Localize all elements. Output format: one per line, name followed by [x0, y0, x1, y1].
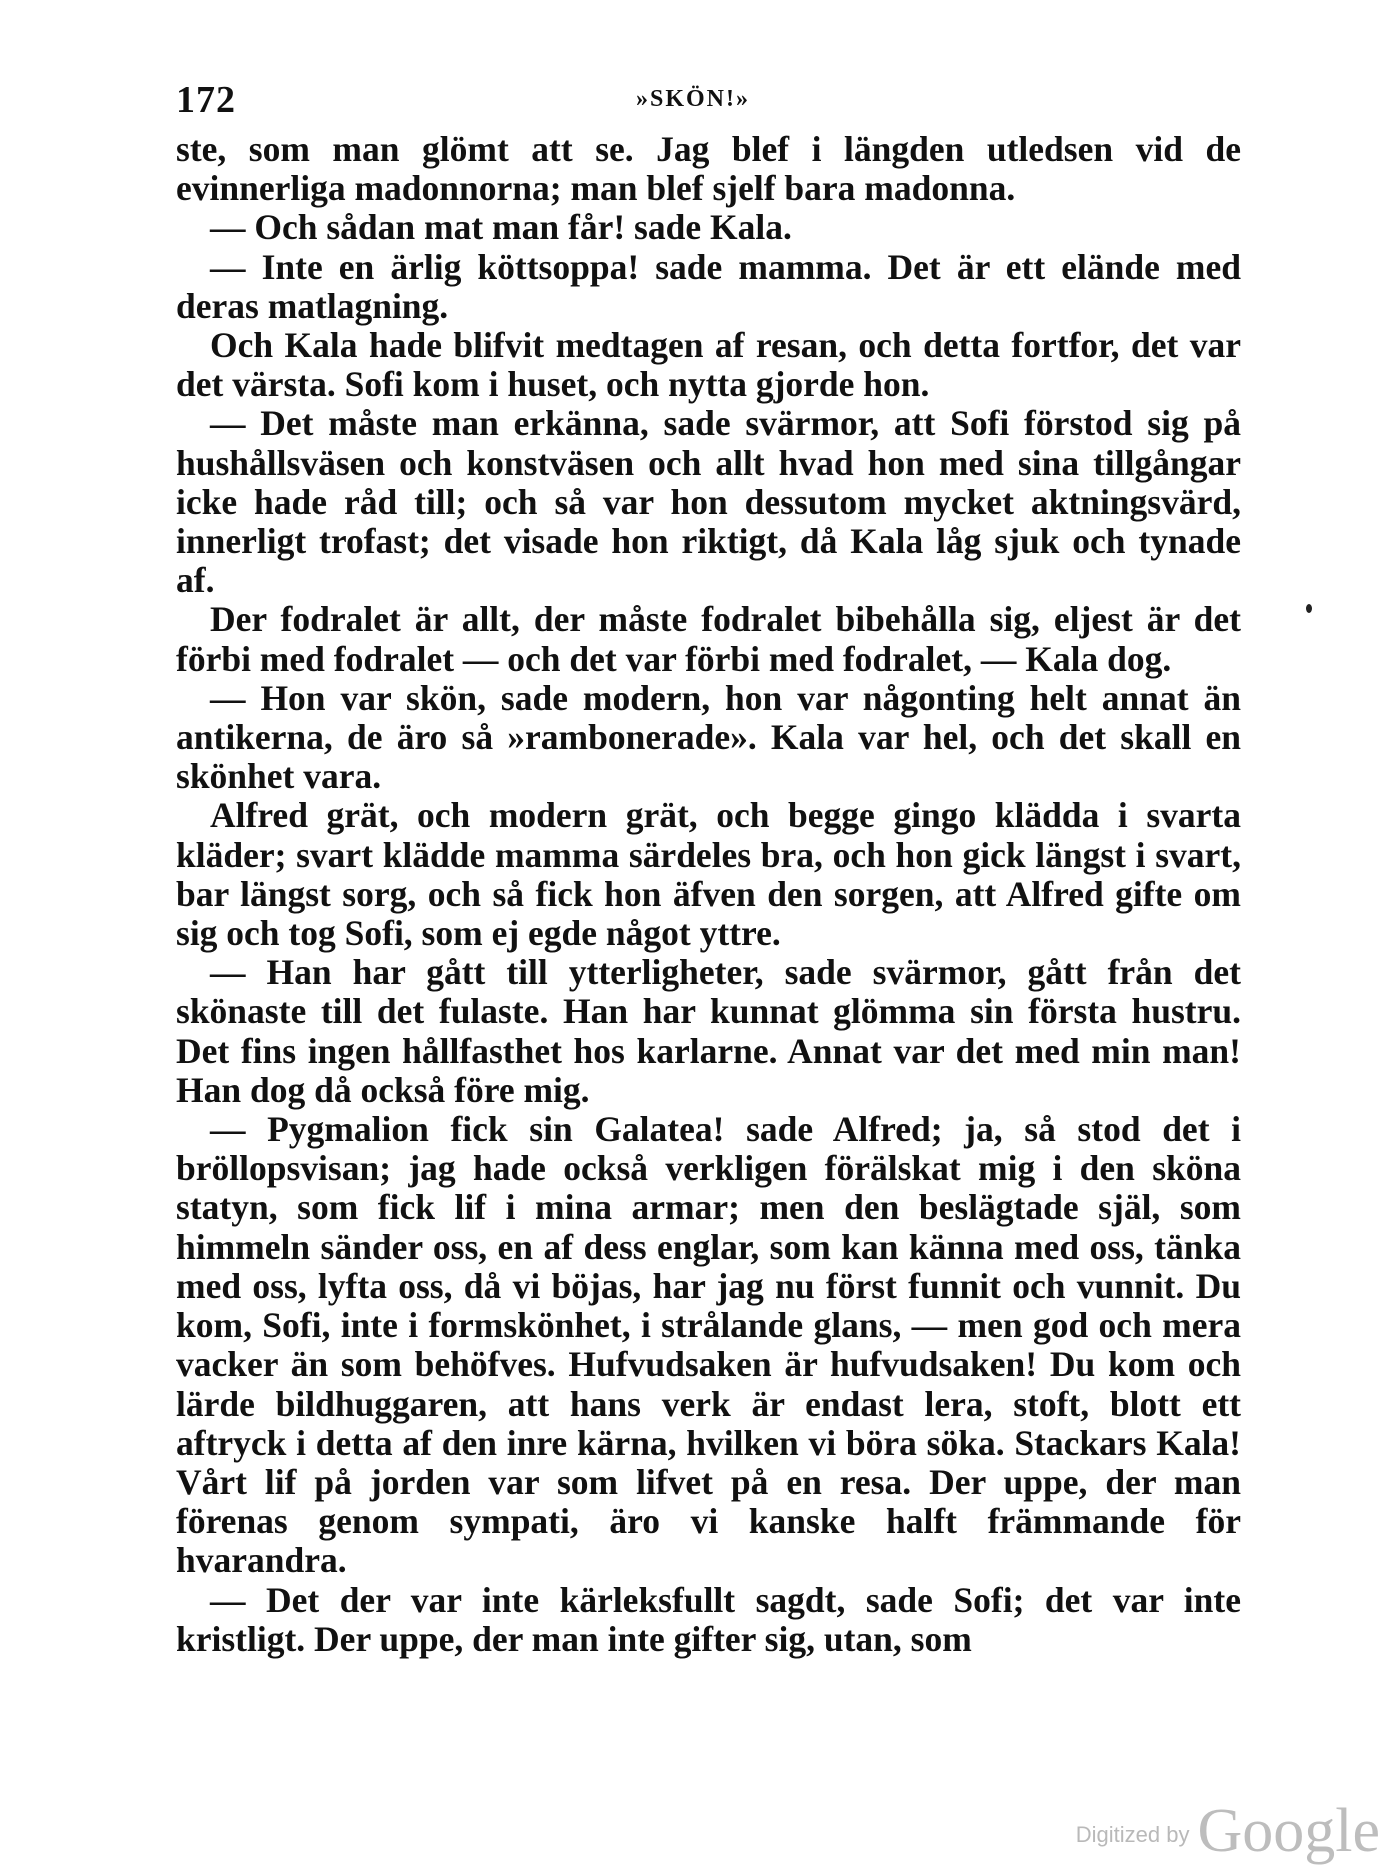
paragraph: — Inte en ärlig köttsoppa! sade mamma. Det är ett elände med deras matlagning.: [176, 246, 1241, 326]
paragraph: Och Kala hade blifvit medtagen af resan, och detta fortfor, det var det värsta. Sofi kom i huset, och nytta gjorde hon.: [176, 325, 1241, 405]
paragraph: — Det måste man erkänna, sade svärmor, att Sofi förstod sig på hushållsväsen och konstväsen och allt hvad hon med sina tillgångar icke hade råd till; och så var hon dessutom mycket aktningsvärd, innerligt trofast; det visade hon riktigt, då Kala låg sjuk och tynade af.: [176, 403, 1241, 601]
digitization-watermark: [1075, 1792, 1380, 1865]
running-head: »SKÖN!»: [636, 86, 751, 112]
page-header: [176, 78, 1226, 128]
paragraph: — Hon var skön, sade modern, hon var någonting helt annat än antikerna, de äro så »rambonerade». Kala var hel, och det skall en skönhet vara.: [176, 677, 1241, 797]
body-text: [176, 130, 1241, 1659]
paragraph: ste, som man glömt att se. Jag blef i längden utledsen vid de evinnerliga madonnorna; man blef sjelf bara madonna.: [176, 129, 1241, 209]
ink-speck: [1306, 604, 1312, 613]
paragraph: — Det der var inte kärleksfullt sagdt, sade Sofi; det var inte kristligt. Der uppe, der man inte gifter sig, utan, som: [176, 1579, 1241, 1659]
paragraph: Alfred grät, och modern grät, och begge gingo klädda i svarta kläder; svart klädde mamma särdeles bra, och hon gick längst i svart, bar längst sorg, och så fick hon äfven den sorgen, att Alfred gifte om sig och tog Sofi, som ej egde något yttre.: [176, 795, 1241, 954]
paragraph: Der fodralet är allt, der måste fodralet bibehålla sig, eljest är det förbi med fodralet — och det var förbi med fodralet, — Kala dog.: [176, 599, 1241, 679]
paragraph: — Han har gått till ytterligheter, sade svärmor, gått från det skönaste till det fulaste. Han har kunnat glömma sin första hustru. Det fins ingen hållfasthet hos karlarne. Annat var det med min man! Han dog då också före mig.: [176, 952, 1241, 1110]
page-number: 172: [176, 79, 236, 121]
paragraph: — Och sådan mat man får! sade Kala.: [210, 207, 792, 248]
paragraph: — Pygmalion fick sin Galatea! sade Alfred; ja, så stod det i bröllopsvisan; jag hade också verkligen förälskat mig i den sköna statyn, som fick lif i mina armar; men den beslägtade själ, som himmeln sänder oss, en af dess englar, som kan känna med oss, tänka med oss, lyfta oss, då vi böjas, har jag nu först funnit och vunnit. Du kom, Sofi, inte i formskönhet, i strålande glans, — men god och mera vacker än som behöfves. Hufvudsaken är hufvudsaken! Du kom och lärde bildhuggaren, att hans verk är endast lera, stoft, blott ett aftryck i detta af den inre kärna, hvilken vi böra söka. Stackars Kala! Vårt lif på jorden var som lifvet på en resa. Der uppe, der man förenas genom sympati, äro vi kanske halft främmande för hvarandra.: [176, 1109, 1241, 1581]
watermark-prefix: Digitized by: [1075, 1822, 1190, 1847]
google-logo: Google: [1197, 1797, 1380, 1865]
